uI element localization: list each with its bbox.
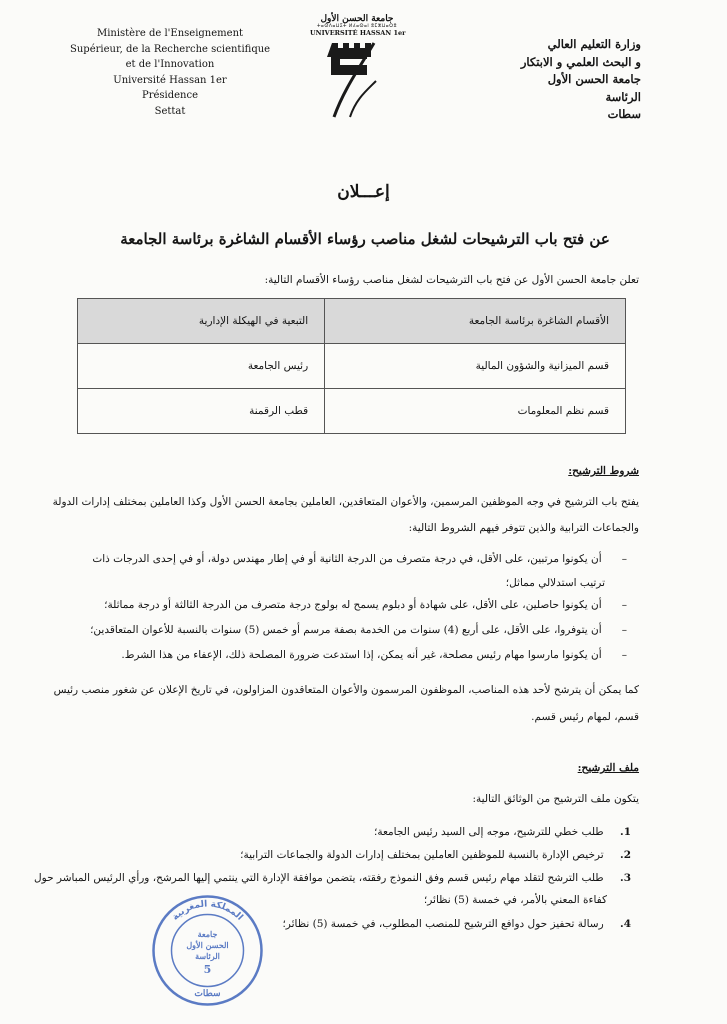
- header-ar-line: جامعة الحسن الأول: [547, 72, 641, 86]
- stamp-city: سطات: [194, 989, 221, 999]
- conditions-extra-line: قسم، لمهام رئيس قسم.: [531, 711, 639, 723]
- stamp-ring-text: المملكة المغربية: [170, 899, 245, 923]
- table-row: [78, 389, 626, 434]
- file-intro: يتكون ملف الترشيح من الوثائق التالية:: [472, 793, 639, 805]
- header-ar-line: سطات: [607, 107, 641, 121]
- stamp-line: الرئاسة: [195, 951, 220, 961]
- table-cell: قسم نظم المعلومات: [325, 389, 626, 434]
- vacancies-table: [77, 298, 626, 434]
- header-ar-line: و البحث العلمي و الابتكار: [520, 54, 641, 69]
- logo-emblem-icon: [310, 37, 404, 121]
- file-item-text: رسالة تحفيز حول دوافع الترشيح للمنصب المطلوب، في خمسة (5) نظائر؛: [282, 918, 604, 930]
- logo-french: UNIVERSITÉ HASSAN 1er: [310, 29, 406, 37]
- bullet-marker: –: [621, 649, 627, 661]
- condition-text: أن يكونوا مارسوا مهام رئيس مصلحة، غير أنه يمكن، إذا استدعت ضرورة المصلحة ذلك، الإعفاء من هذا الشرط.: [121, 649, 602, 661]
- conditions-intro-line: والجماعات الترابية والذين تتوفر فيهم الشروط التالية:: [408, 522, 639, 534]
- condition-item: [104, 599, 627, 611]
- header-fr-line: et de l'Innovation: [125, 59, 215, 70]
- conditions-heading: شروط الترشيح:: [568, 465, 639, 477]
- conditions-intro-line: يفتح باب الترشيح في وجه الموظفين المرسمين، والأعوان المتعاقدين، العاملين بجامعة الحسن الأول وكذا العاملين بمختلف إدارات الدولة: [52, 496, 639, 508]
- condition-item: [121, 649, 627, 661]
- table-header-row: [78, 299, 626, 344]
- file-item: [240, 849, 631, 861]
- file-item-number: 3.: [620, 872, 631, 884]
- table-cell: قسم الميزانية والشؤون المالية: [325, 344, 626, 389]
- header-fr-line: Présidence: [141, 90, 199, 101]
- condition-item: [92, 553, 627, 565]
- logo-tifinagh: ⵜⴰⵙⴷⴰⵡⵉⵜ ⵍⵃⴰⵙⴰⵏ ⵓⵎⵣⵡⴰⵔⵓ: [316, 24, 398, 29]
- header-fr-line: Ministère de l'Enseignement: [96, 28, 244, 39]
- header-ar-line: الرئاسة: [605, 89, 641, 104]
- file-item: [34, 872, 631, 884]
- header-fr-line: Settat: [154, 105, 186, 117]
- condition-item: [90, 624, 627, 636]
- stamp-line: جامعة: [197, 929, 218, 939]
- header-french: [70, 26, 270, 119]
- file-item-text: طلب خطي للترشيح، موجه إلى السيد رئيس الجامعة؛: [374, 826, 604, 838]
- header-fr-line: Université Hassan 1er: [113, 74, 227, 86]
- condition-text: أن يتوفروا، على الأقل، على أربع (4) سنوات من الخدمة بصفة مرسم أو خمس (5) سنوات بالنسبة للأعوان المتعاقدين؛: [90, 624, 602, 636]
- file-item-text: ترخيص الإدارة بالنسبة للموظفين العاملين بمختلف إدارات الدولة والجماعات الترابية؛: [240, 849, 604, 861]
- table-cell: رئيس الجامعة: [78, 344, 325, 389]
- page-subtitle: عن فتح باب الترشيحات لشغل مناصب رؤساء الأقسام الشاغرة برئاسة الجامعة: [120, 230, 610, 248]
- file-heading: ملف الترشيح:: [577, 762, 639, 774]
- file-item-number: 4.: [620, 918, 631, 930]
- intro-text: تعلن جامعة الحسن الأول عن فتح باب الترشيحات لشغل مناصب رؤساء الأقسام التالية:: [264, 274, 639, 286]
- file-item-number: 2.: [620, 849, 631, 861]
- header-arabic: [466, 36, 641, 124]
- file-item: [374, 826, 631, 838]
- file-item: [282, 918, 631, 930]
- file-item-number: 1.: [620, 826, 631, 838]
- stamp-number: 5: [203, 963, 212, 976]
- conditions-extra-line: كما يمكن أن يترشح لأحد هذه المناصب، الموظفون المرسمون والأعوان المتعاقدون المزاولون، في تاريخ الإعلان عن شغور منصب رئيس: [53, 684, 639, 696]
- table-header-cell: التبعية في الهيكلة الإدارية: [78, 299, 325, 344]
- table-header-cell: الأقسام الشاغرة برئاسة الجامعة: [325, 299, 626, 344]
- page-title: إعـــلان: [337, 182, 390, 202]
- header-ar-line: وزارة التعليم العالي: [547, 37, 641, 51]
- bullet-marker: –: [621, 599, 627, 611]
- table-row: [78, 344, 626, 389]
- bullet-marker: –: [621, 624, 627, 636]
- condition-text-continued: ترتيب استدلالي مماثل؛: [505, 577, 605, 589]
- file-item-text-continued: كفاءة المعني بالأمر، في خمسة (5) نظائر؛: [423, 894, 607, 906]
- logo-arabic: جامعة الحسن الأول: [320, 14, 394, 24]
- official-stamp: [150, 893, 265, 1008]
- university-logo: [310, 14, 404, 132]
- bullet-marker: –: [621, 553, 627, 565]
- file-item-text: طلب الترشح لتقلد مهام رئيس قسم وفق النموذج رفقته، يتضمن موافقة الإدارة التي ينتمي إليها المرشح، ورأي الرئيس المباشر حول: [34, 872, 604, 884]
- stamp-line: الحسن الأول: [186, 940, 229, 950]
- condition-text: أن يكونوا حاصلين، على الأقل، على شهادة أو دبلوم يسمح له بولوج درجة متصرف من الدرجة الثالثة أو درجة مماثلة؛: [104, 599, 602, 611]
- table-cell: قطب الرقمنة: [78, 389, 325, 434]
- condition-text: أن يكونوا مرتبين، على الأقل، في درجة متصرف من الدرجة الثانية أو في إطار مهندس دولة، أو في إحدى الدرجات ذات: [92, 553, 602, 565]
- header-fr-line: Supérieur, de la Recherche scientifique: [70, 43, 271, 55]
